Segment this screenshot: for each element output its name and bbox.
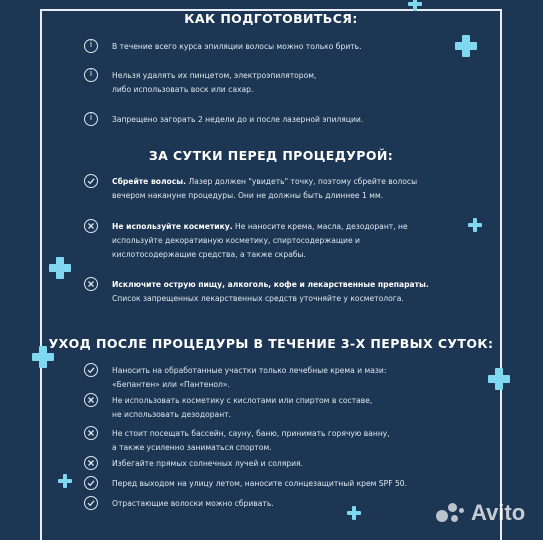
check-icon [84, 174, 98, 188]
x-icon [84, 219, 98, 233]
item-text: Не использовать косметику с кислотами или спиртом в составе, не использовать дезодорант. [112, 396, 373, 419]
plus-icon [49, 257, 71, 279]
item-text: Не стоит посещать бассейн, сауну, баню, принимать горячую ванну, а также усиленно заниматься спортом. [112, 429, 390, 452]
info-icon: i [84, 39, 98, 53]
item-text: Запрещено загорать 2 недели до и после лазерной эпиляции. [112, 115, 364, 124]
plus-icon [58, 474, 72, 488]
avito-logo-icon [436, 500, 468, 526]
plus-icon [488, 368, 510, 390]
x-icon [84, 277, 98, 291]
item-text: Отрастающие волоски можно сбривать. [112, 499, 274, 508]
item-text: Перед выходом на улицу летом, наносите солнцезащитный крем SPF 50. [112, 479, 408, 488]
item-text: Избегайте прямых солнечных лучей и солярия. [112, 459, 303, 468]
item-text: В течение всего курса эпиляции волосы можно только брить. [112, 42, 362, 51]
watermark-text: Avito [471, 500, 526, 525]
info-icon: i [84, 112, 98, 126]
item-text: Нельзя удалять их пинцетом, электроэпилятором, либо использовать воск или сахар. [112, 71, 317, 94]
section-title-day-before: ЗА СУТКИ ПЕРЕД ПРОЦЕДУРОЙ: [148, 148, 394, 163]
check-icon [84, 496, 98, 510]
section-title-aftercare: УХОД ПОСЛЕ ПРОЦЕДУРЫ В ТЕЧЕНИЕ 3-Х ПЕРВЫХ СУТОК: [48, 336, 494, 351]
section-title-preparation: КАК ПОДГОТОВИТЬСЯ: [184, 11, 358, 26]
info-icon: i [84, 68, 98, 82]
item-text: Исключите острую пищу, алкоголь, кофе и лекарственные препараты. Список запрещенных лекарственных средств уточняйте у косметолога. [112, 280, 429, 303]
check-icon [84, 476, 98, 490]
x-icon [84, 456, 98, 470]
x-icon [84, 426, 98, 440]
avito-watermark [436, 500, 525, 526]
x-icon [84, 393, 98, 407]
plus-icon [408, 0, 422, 11]
check-icon [84, 363, 98, 377]
item-text: Наносить на обработанные участки только лечебные крема и мази: «Бепантен» или «Пантенол». [112, 366, 387, 389]
item-text: Сбрейте волосы. Лазер должен "увидеть" точку, поэтому сбрейте волосы вечером накануне процедуры. Они не должны быть длиннее 1 мм. [112, 177, 418, 200]
item-text: Не используйте косметику. Не наносите крема, масла, дезодорант, не используйте декоративную косметику, спиртосодержащие и кислотосодержащие средства, а также скрабы. [112, 222, 408, 259]
